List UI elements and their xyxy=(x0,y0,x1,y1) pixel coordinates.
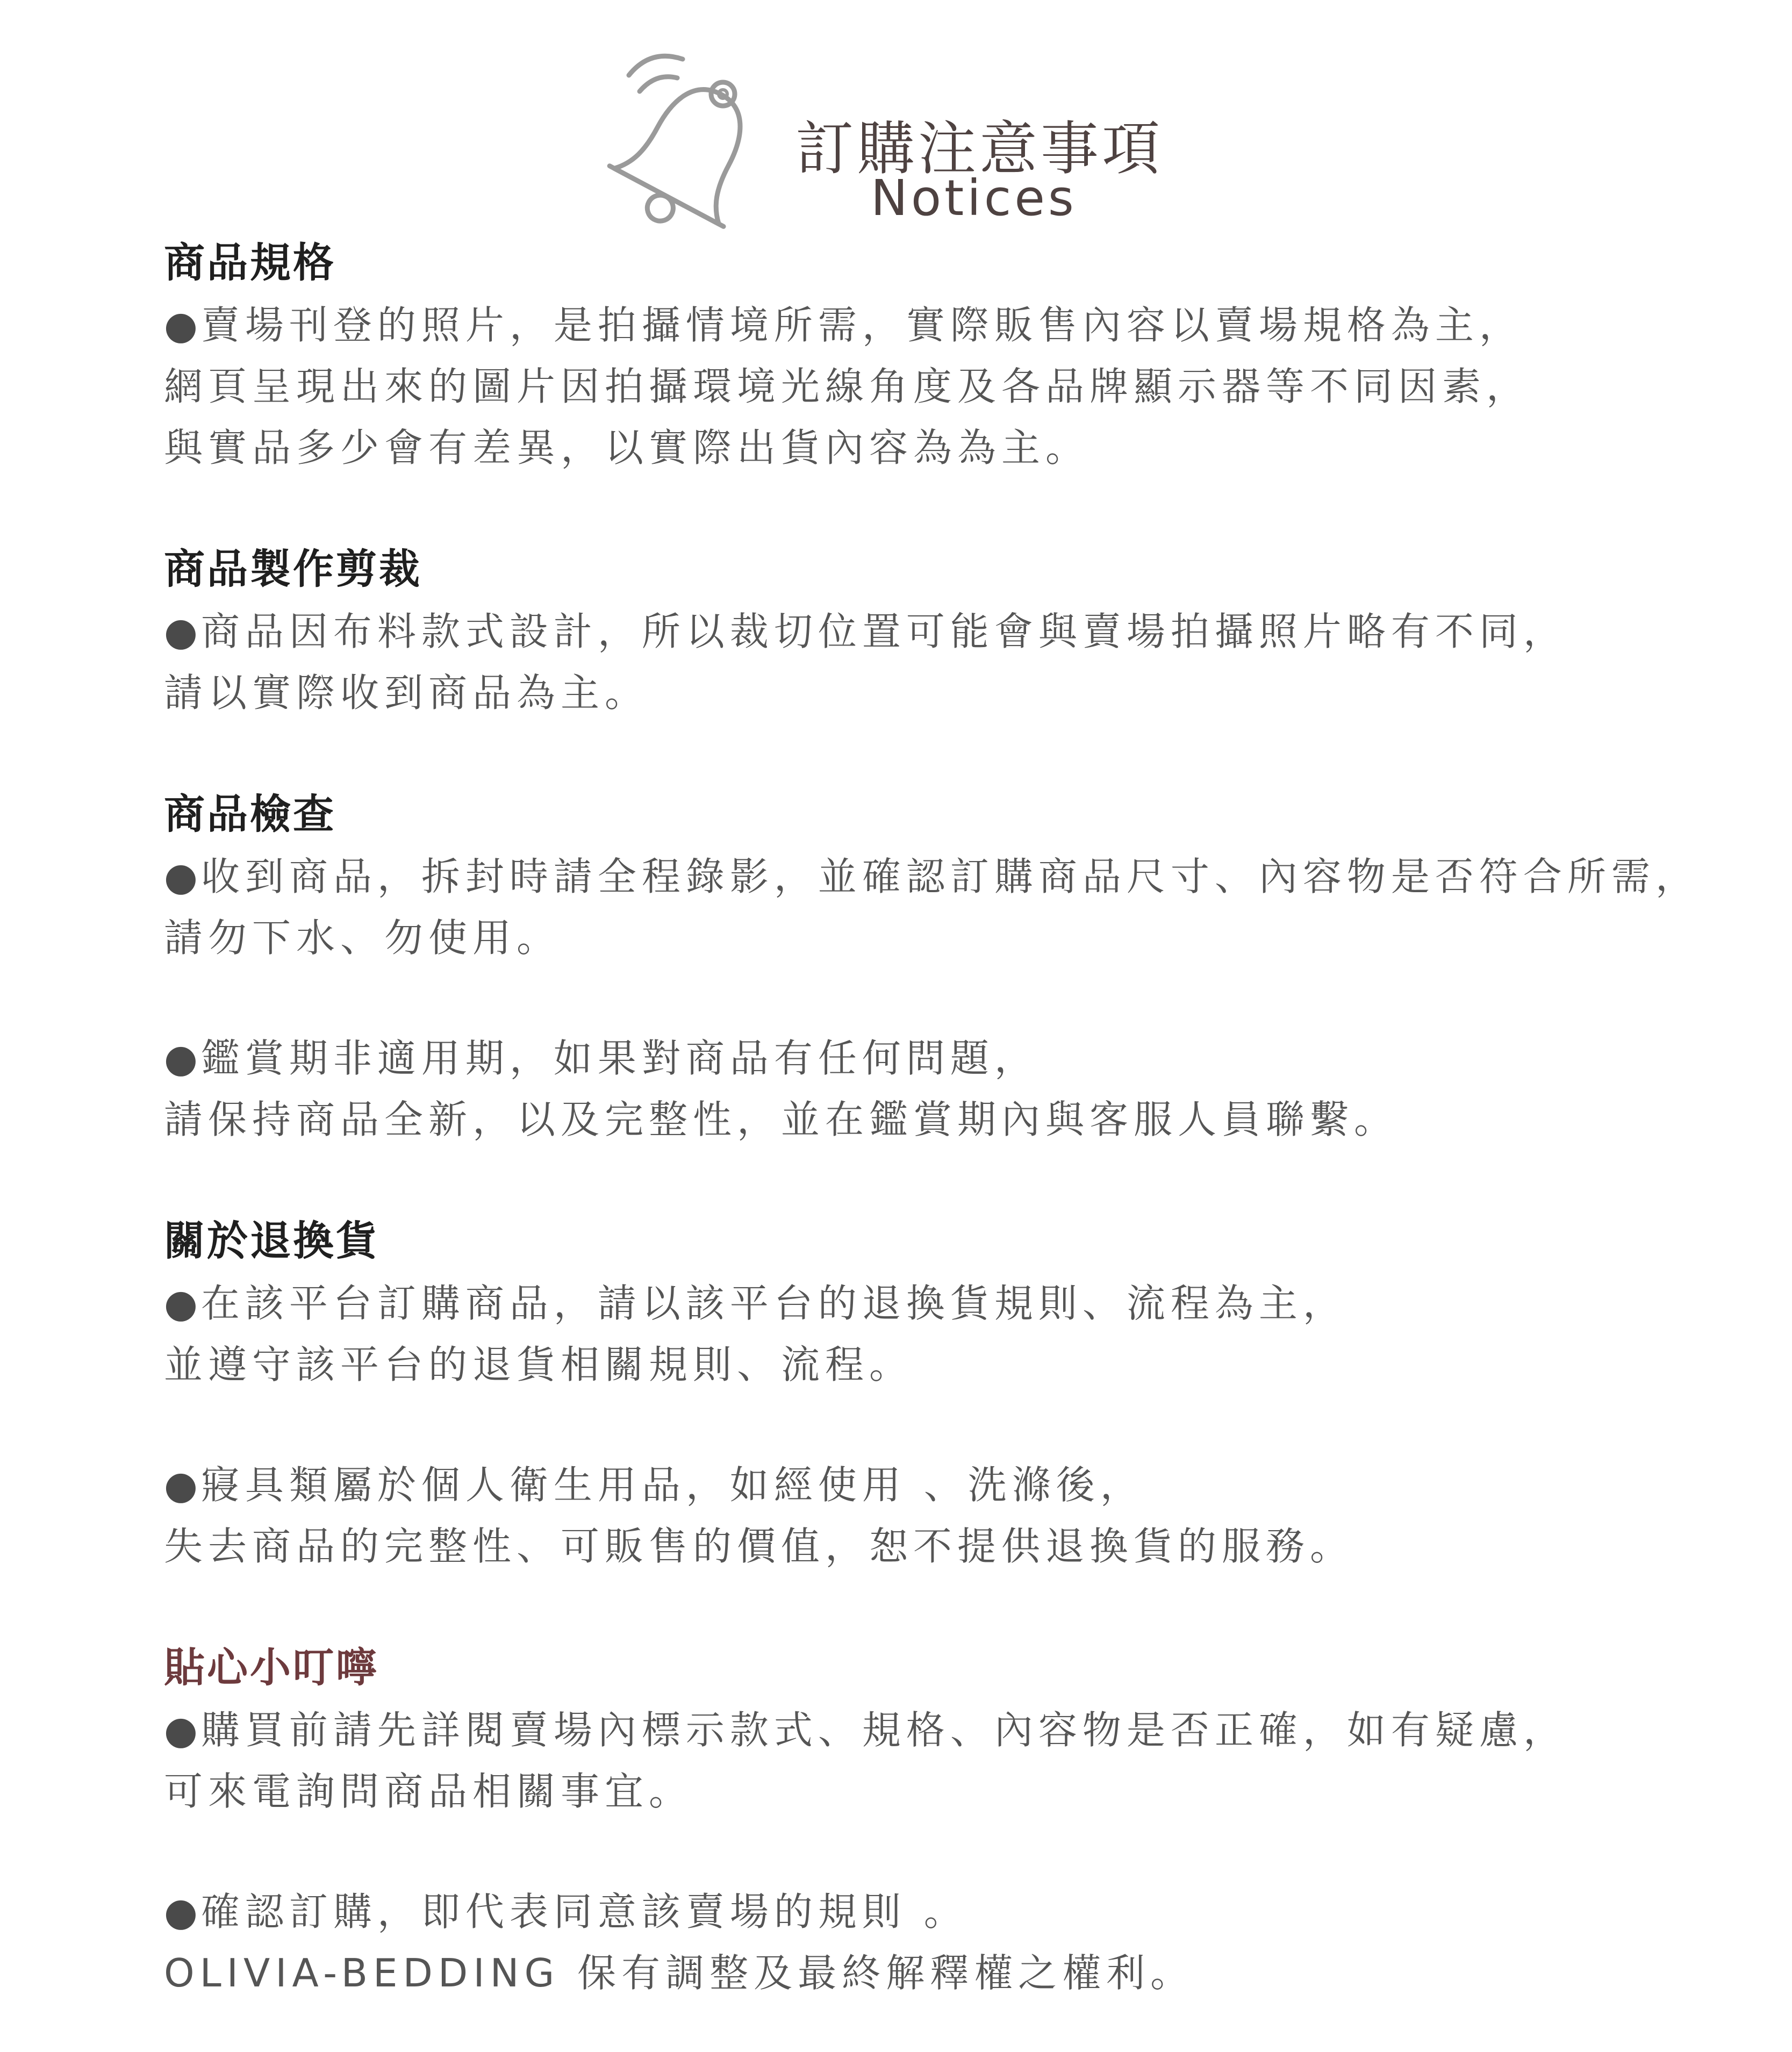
paragraph-line: 失去商品的完整性、可販售的價值，恕不提供退換貨的服務。 xyxy=(164,1524,1354,1569)
paragraph-line: ●寢具類屬於個人衛生用品，如經使用 、洗滌後， xyxy=(164,1462,1144,1508)
paragraph-line: 網頁呈現出來的圖片因拍攝環境光線角度及各品牌顯示器等不同因素， xyxy=(164,364,1531,409)
bullet-icon: ● xyxy=(164,1281,198,1326)
page-subtitle: Notices xyxy=(871,169,1077,227)
section-title: 貼心小叮嚀 xyxy=(164,1644,379,1691)
section-title: 商品製作剪裁 xyxy=(164,545,422,593)
section-product-spec xyxy=(164,231,1766,478)
section-product-cutting xyxy=(164,537,1766,723)
paragraph-line: ●商品因布料款式設計，所以裁切位置可能會與賣場拍攝照片略有不同， xyxy=(164,609,1567,654)
notice-header xyxy=(591,38,1209,242)
section-title: 商品規格 xyxy=(164,239,336,286)
bullet-icon: ● xyxy=(164,609,198,654)
bullet-icon: ● xyxy=(164,1036,198,1081)
notice-content xyxy=(164,231,1766,2004)
paragraph-line: ●賣場刊登的照片，是拍攝情境所需，實際販售內容以賣場規格為主， xyxy=(164,303,1523,348)
section-title: 商品檢查 xyxy=(164,790,336,838)
bullet-icon: ● xyxy=(164,303,198,348)
paragraph-line: OLIVIA-BEDDING 保有調整及最終解釋權之權利。 xyxy=(164,1950,1195,1996)
bell-icon xyxy=(591,38,763,242)
paragraph-line: 可來電詢問商品相關事宜。 xyxy=(164,1769,693,1814)
paragraph-line: ●收到商品，拆封時請全程錄影，並確認訂購商品尺寸、內容物是否符合所需， xyxy=(164,854,1700,899)
paragraph-line: ●確認訂購，即代表同意該賣場的規則 。 xyxy=(164,1889,968,1934)
bullet-icon: ● xyxy=(164,854,198,899)
paragraph-line: 請保持商品全新，以及完整性，並在鑑賞期內與客服人員聯繫。 xyxy=(164,1097,1399,1142)
section-returns xyxy=(164,1209,1766,1577)
bullet-icon: ● xyxy=(164,1707,198,1753)
paragraph-line: ●在該平台訂購商品，請以該平台的退換貨規則、流程為主， xyxy=(164,1281,1347,1326)
paragraph-line: 請以實際收到商品為主。 xyxy=(164,670,649,715)
paragraph-line: 並遵守該平台的退貨相關規則、流程。 xyxy=(164,1342,914,1387)
page-title: 訂購注意事項 xyxy=(795,116,1164,183)
section-title: 關於退換貨 xyxy=(164,1217,379,1265)
paragraph-line: ●購買前請先詳閱賣場內標示款式、規格、內容物是否正確，如有疑慮， xyxy=(164,1707,1567,1753)
section-tips xyxy=(164,1636,1766,2004)
paragraph-line: 與實品多少會有差異，以實際出貨內容為為主。 xyxy=(164,425,1090,470)
bullet-icon: ● xyxy=(164,1462,198,1508)
paragraph-line: ●鑑賞期非適用期，如果對商品有任何問題， xyxy=(164,1036,1038,1081)
bullet-icon: ● xyxy=(164,1889,198,1934)
section-product-inspection xyxy=(164,783,1766,1150)
paragraph-line: 請勿下水、勿使用。 xyxy=(164,915,561,960)
